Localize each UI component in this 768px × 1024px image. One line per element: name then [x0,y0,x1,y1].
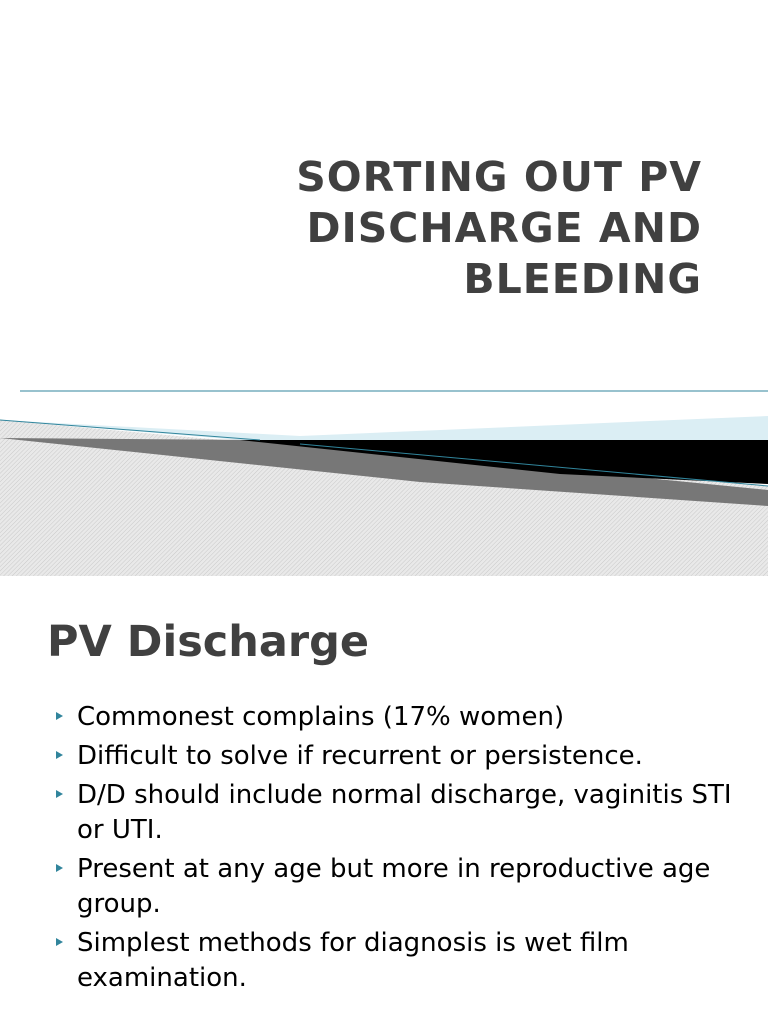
list-item [56,700,736,735]
arrow-bullet-icon [56,864,63,872]
content-slide [0,576,768,1024]
arrow-bullet-icon [56,790,63,798]
list-item [56,778,736,848]
list-item-text: Commonest complains (17% women) [77,702,565,732]
list-item-text: Simplest methods for diagnosis is wet film examination. [77,928,629,993]
slide-heading: PV Discharge [47,617,370,667]
list-item-text: D/D should include normal discharge, vaginitis STI or UTI. [77,780,732,845]
title-line: BLEEDING [463,255,702,303]
title-line: DISCHARGE AND [306,204,702,252]
arrow-bullet-icon [56,751,63,759]
bullet-list [56,700,736,1000]
arrow-bullet-icon [56,938,63,946]
arrow-bullet-icon [56,712,63,720]
decorative-wave-graphic [0,384,768,576]
list-item-text: Present at any age but more in reproductive age group. [77,854,711,919]
list-item [56,739,736,774]
list-item-text: Difficult to solve if recurrent or persistence. [77,741,643,771]
list-item [56,926,736,996]
title-line: SORTING OUT PV [296,153,702,201]
list-item [56,852,736,922]
slide-title [142,152,702,305]
